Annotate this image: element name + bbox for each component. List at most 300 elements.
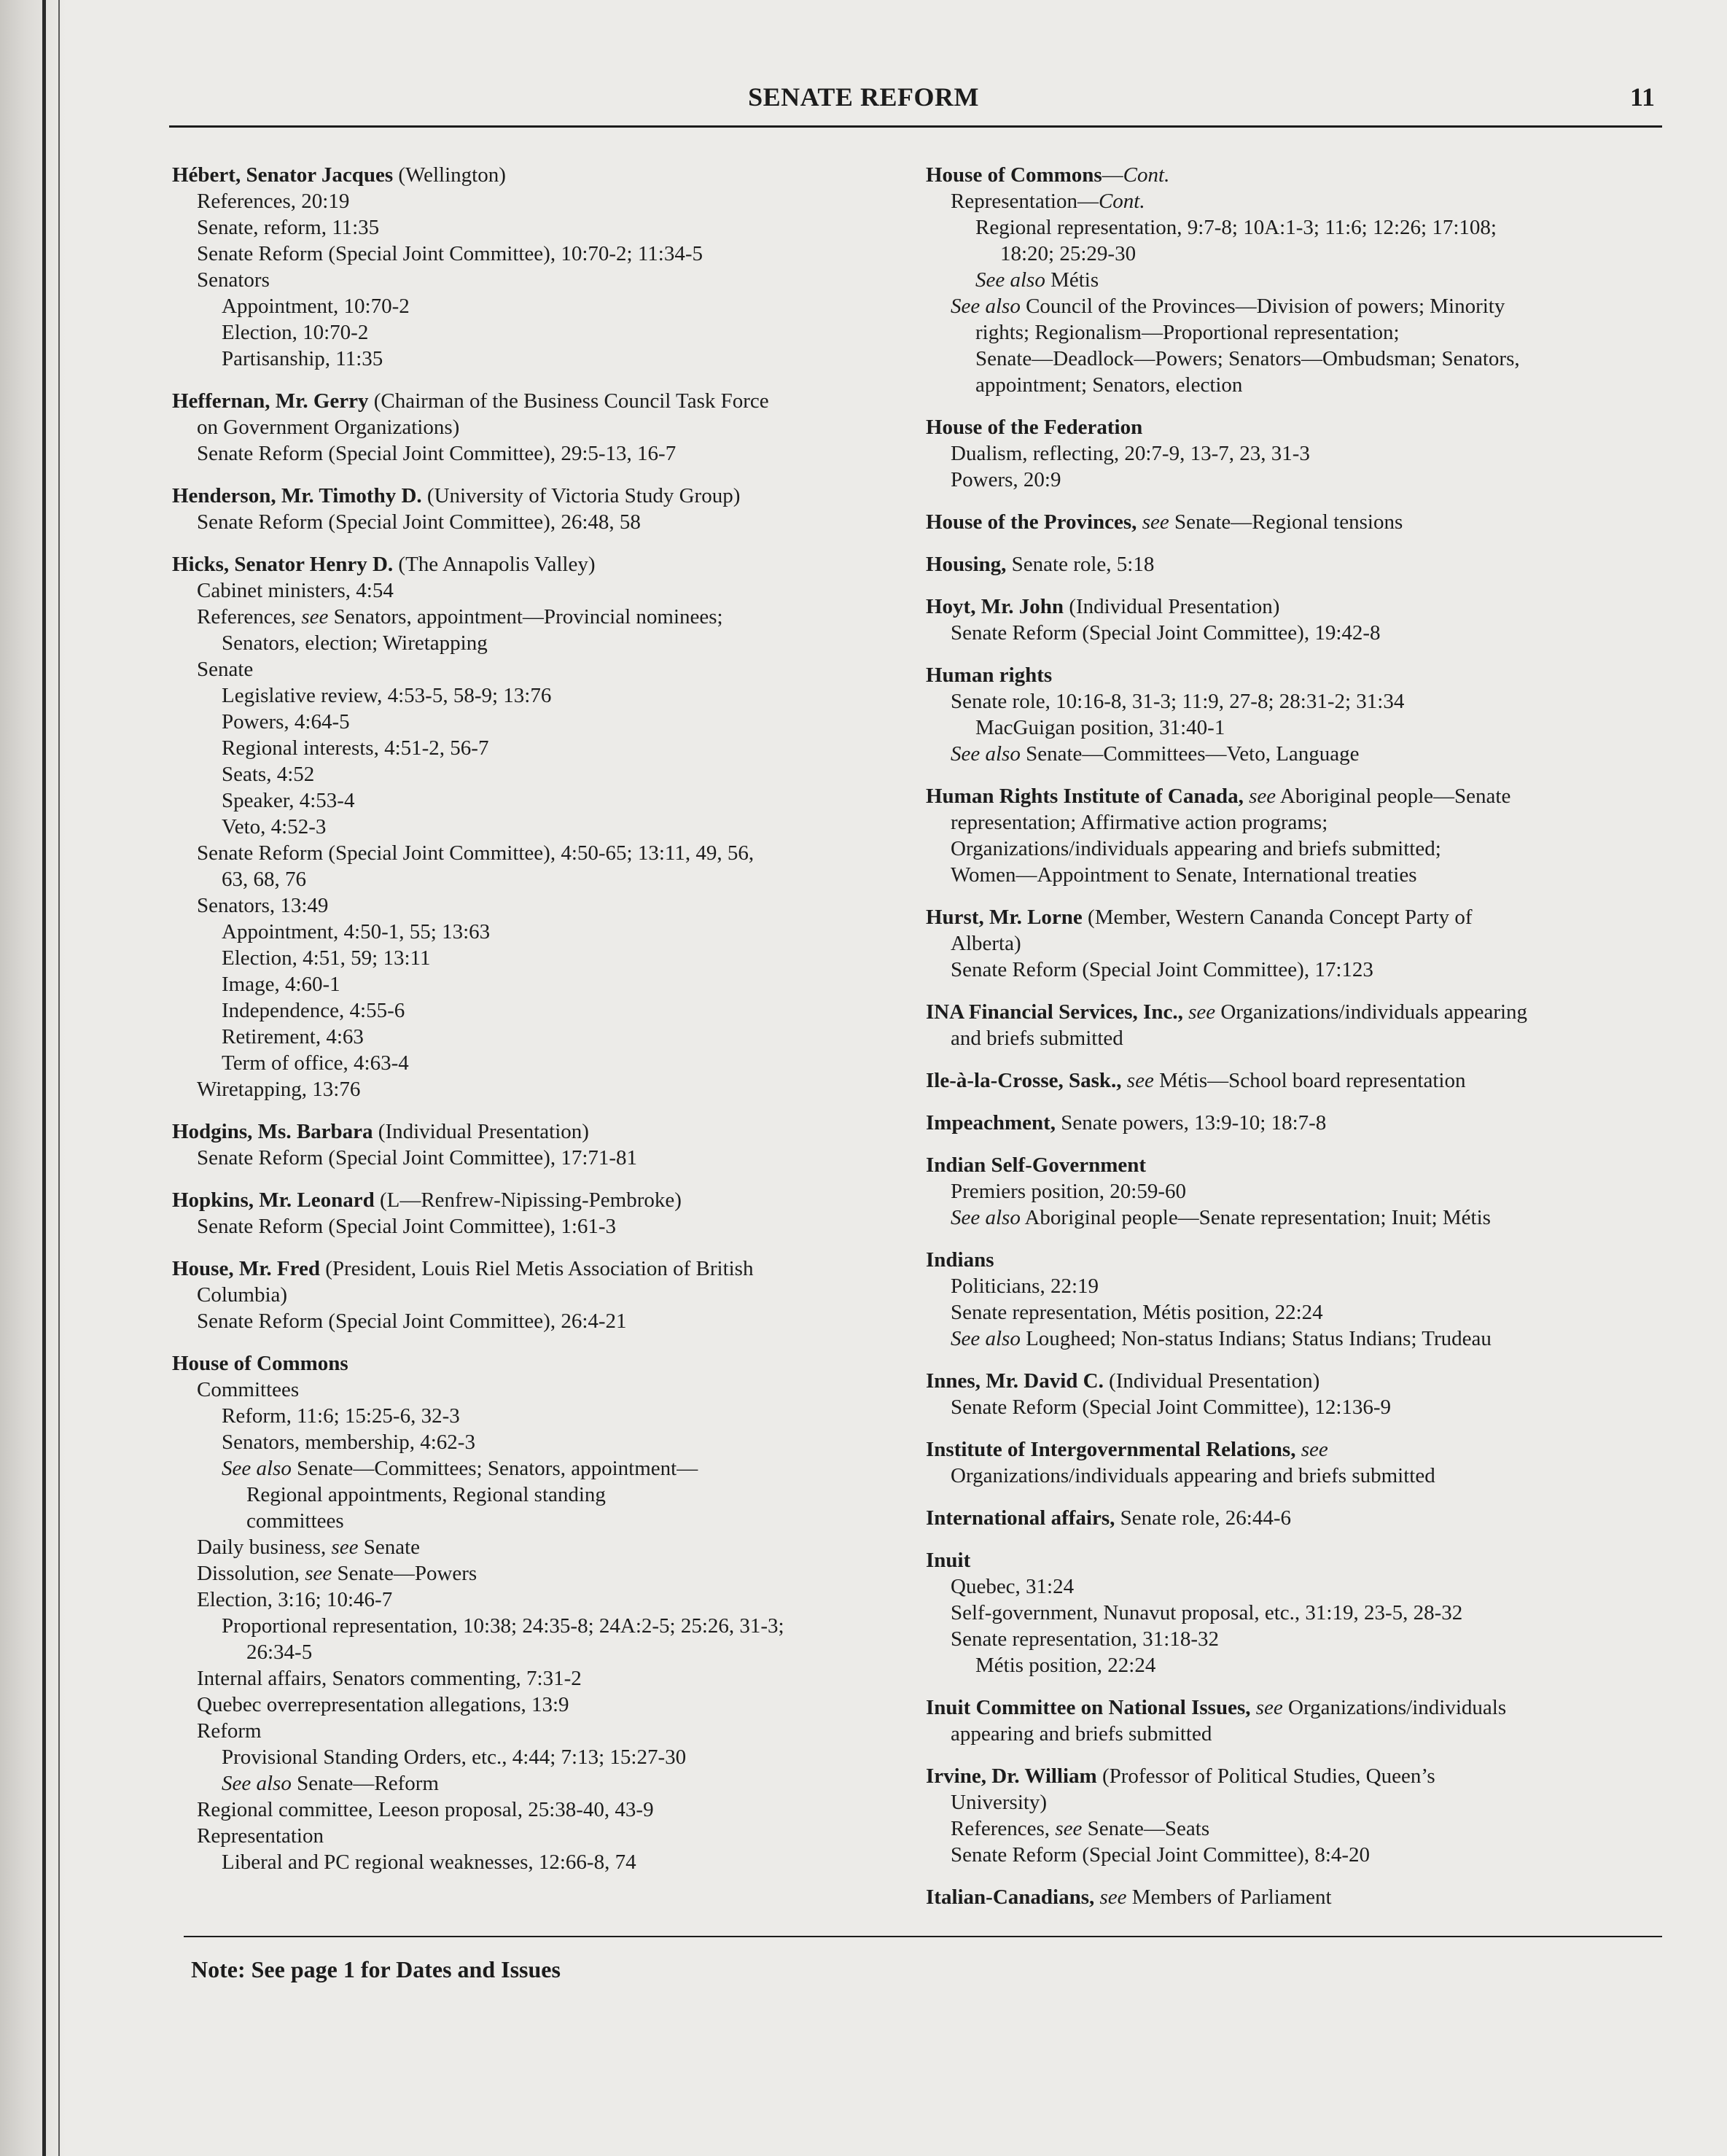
index-entry <box>926 162 1677 398</box>
entry-text: University) <box>951 1791 1048 1814</box>
index-subentry-line <box>926 319 1677 346</box>
entry-text: (Individual Presentation) <box>373 1120 589 1143</box>
index-entry <box>926 1152 1677 1231</box>
index-entry-heading-line <box>926 1067 1677 1094</box>
index-subentry-line <box>926 293 1677 319</box>
index-subentry-line <box>172 440 901 467</box>
index-entry-heading-line <box>926 1436 1677 1463</box>
index-entry <box>172 483 901 535</box>
entry-heading: International affairs, <box>926 1506 1115 1530</box>
entry-heading: Inuit <box>926 1549 971 1572</box>
entry-text: Dissolution, <box>197 1562 305 1585</box>
index-entry <box>172 1256 901 1334</box>
index-subentry-line <box>172 1587 901 1613</box>
index-subentry-line <box>926 688 1677 715</box>
entry-text: Senate—Deadlock—Powers; Senators—Ombudsman; Senators, <box>975 347 1520 370</box>
entry-text: Council of the Provinces—Division of powers; Minority <box>1020 295 1505 318</box>
index-subentry-line <box>926 372 1677 398</box>
entry-text: (The Annapolis Valley) <box>393 553 596 576</box>
cross-reference-marker: see <box>1099 1885 1127 1909</box>
index-subentry-line <box>172 1145 901 1171</box>
index-subentry-line <box>172 971 901 997</box>
cross-reference-marker: See also <box>951 742 1021 766</box>
entry-heading: INA Financial Services, Inc., <box>926 1000 1183 1024</box>
index-subentry-line <box>926 1652 1677 1678</box>
index-subentry-line <box>926 1463 1677 1489</box>
entry-text: on Government Organizations) <box>197 416 460 439</box>
index-subentry-line <box>926 715 1677 741</box>
cross-reference-marker: see <box>301 605 329 628</box>
entry-text: Métis <box>1045 268 1099 292</box>
index-entry-heading-line <box>926 551 1677 577</box>
index-subentry-line <box>926 214 1677 241</box>
entry-heading: Innes, Mr. David C. <box>926 1369 1104 1393</box>
index-subentry-line <box>172 1718 901 1744</box>
index-entry <box>926 509 1677 535</box>
index-subentry-line <box>926 1573 1677 1600</box>
entry-text: (University of Victoria Study Group) <box>421 484 741 507</box>
index-entry-heading-line <box>926 1247 1677 1273</box>
index-subentry-line <box>172 630 901 656</box>
entry-heading: Inuit Committee on National Issues, <box>926 1696 1251 1719</box>
index-subentry-line <box>172 1770 901 1797</box>
index-entry <box>172 551 901 1102</box>
index-entry <box>926 414 1677 493</box>
index-entry <box>926 1247 1677 1352</box>
entry-text: rights; Regionalism—Proportional representation; <box>975 321 1400 344</box>
index-subentry-line <box>172 1455 901 1482</box>
entry-text: Election, 4:51, 59; 13:11 <box>222 946 431 970</box>
cross-reference-marker: see <box>331 1536 359 1559</box>
footer-note: Note: See page 1 for Dates and Issues <box>191 1956 561 1982</box>
entry-heading: Human Rights Institute of Canada, <box>926 785 1244 808</box>
entry-heading: House, Mr. Fred <box>172 1257 320 1280</box>
entry-text: Senate representation, 31:18-32 <box>951 1627 1220 1651</box>
entry-text: Appointment, 4:50-1, 55; 13:63 <box>222 920 491 943</box>
index-entry-heading-line <box>926 594 1677 620</box>
index-subentry-line <box>926 1178 1677 1205</box>
index-entry-heading-line <box>926 1547 1677 1573</box>
entry-text: Regional appointments, Regional standing <box>246 1483 606 1506</box>
index-entry-heading-line <box>172 551 901 577</box>
entry-text: References, <box>197 605 302 628</box>
entry-text <box>1094 1885 1099 1909</box>
index-subentry-line <box>926 1205 1677 1231</box>
entry-text: Senate Reform (Special Joint Committee), 17:123 <box>951 958 1373 981</box>
index-subentry-line <box>172 414 901 440</box>
entry-text: Cabinet ministers, 4:54 <box>197 579 394 602</box>
entry-text: 26:34-5 <box>246 1641 313 1664</box>
index-subentry-line <box>926 1299 1677 1326</box>
index-entry <box>172 1118 901 1171</box>
index-entry <box>926 594 1677 646</box>
entry-heading: Institute of Intergovernmental Relations, <box>926 1438 1296 1461</box>
index-subentry-line <box>172 1665 901 1692</box>
entry-text: Aboriginal people—Senate <box>1276 785 1511 808</box>
entry-text: Senate—Seats <box>1082 1817 1210 1840</box>
page-title: SENATE REFORM <box>748 82 979 112</box>
index-entry-heading-line <box>926 1110 1677 1136</box>
index-entry <box>926 1110 1677 1136</box>
index-entry <box>926 1694 1677 1747</box>
index-entry <box>926 1505 1677 1531</box>
entry-text: 18:20; 25:29-30 <box>1000 242 1137 265</box>
index-subentry-line <box>926 862 1677 888</box>
index-subentry-line <box>926 1789 1677 1816</box>
entry-text: Senate Reform (Special Joint Committee), 4:50-65; 13:11, 49, 56, <box>197 841 755 865</box>
index-subentry-line <box>172 1403 901 1429</box>
index-subentry-line <box>172 1639 901 1665</box>
entry-text: Women—Appointment to Senate, International treaties <box>951 863 1417 887</box>
entry-text: Senate role, 5:18 <box>1006 553 1155 576</box>
entry-text: Representation <box>197 1824 324 1848</box>
entry-text: Quebec overrepresentation allegations, 13:9 <box>197 1693 569 1716</box>
entry-text: (President, Louis Riel Metis Association of British <box>320 1257 754 1280</box>
index-subentry-line <box>172 1744 901 1770</box>
index-subentry-line <box>172 840 901 866</box>
cross-reference-marker: See also <box>951 1327 1021 1350</box>
entry-text: appearing and briefs submitted <box>951 1722 1212 1746</box>
cross-reference-marker: Cont. <box>1123 163 1170 187</box>
entry-text: Dualism, reflecting, 20:7-9, 13-7, 23, 31-3 <box>951 442 1310 465</box>
index-subentry-line <box>172 1823 901 1849</box>
cross-reference-marker: See also <box>222 1772 292 1795</box>
index-subentry-line <box>172 604 901 630</box>
entry-text: (L—Renfrew-Nipissing-Pembroke) <box>374 1188 682 1212</box>
entry-text: Alberta) <box>951 932 1021 955</box>
entry-text: Representation— <box>951 190 1099 213</box>
index-subentry-line <box>926 1326 1677 1352</box>
entry-text: Internal affairs, Senators commenting, 7:31-2 <box>197 1667 582 1690</box>
index-subentry-line <box>926 1025 1677 1051</box>
index-entry <box>926 904 1677 983</box>
entry-text: appointment; Senators, election <box>975 373 1243 397</box>
index-subentry-line <box>926 957 1677 983</box>
entry-text: Senators, appointment—Provincial nominees; <box>328 605 723 628</box>
entry-text: Senators, election; Wiretapping <box>222 631 488 655</box>
entry-text: Senate—Powers <box>332 1562 477 1585</box>
entry-text: Politicians, 22:19 <box>951 1274 1099 1298</box>
entry-text: Senate Reform (Special Joint Committee), 19:42-8 <box>951 621 1381 645</box>
entry-heading: Hicks, Senator Henry D. <box>172 553 394 576</box>
index-entry <box>926 1884 1677 1910</box>
entry-text: Organizations/individuals appearing <box>1215 1000 1528 1024</box>
entry-text: Speaker, 4:53-4 <box>222 789 355 812</box>
entry-text: Senate Reform (Special Joint Committee), 26:48, 58 <box>197 510 641 534</box>
index-subentry-line <box>926 741 1677 767</box>
entry-text <box>1137 510 1142 534</box>
index-subentry-line <box>172 997 901 1024</box>
cross-reference-marker: see <box>1142 510 1169 534</box>
index-entry <box>926 1436 1677 1489</box>
index-subentry-line <box>172 1024 901 1050</box>
index-entry-heading-line <box>926 783 1677 809</box>
entry-text: Senate role, 10:16-8, 31-3; 11:9, 27-8; 28:31-2; 31:34 <box>951 690 1405 713</box>
entry-heading: Heffernan, Mr. Gerry <box>172 389 369 413</box>
entry-text <box>1251 1696 1256 1719</box>
index-subentry-line <box>172 814 901 840</box>
index-entry-heading-line <box>926 509 1677 535</box>
entry-text: Committees <box>197 1378 300 1401</box>
entry-text: Senators, 13:49 <box>197 894 329 917</box>
entry-text <box>1183 1000 1188 1024</box>
index-entry-heading-line <box>926 1152 1677 1178</box>
entry-text: Daily business, <box>197 1536 332 1559</box>
index-entry-heading-line <box>172 483 901 509</box>
entry-text: Proportional representation, 10:38; 24:35-8; 24A:2-5; 25:26, 31-3; <box>222 1614 784 1638</box>
entry-text: Senate, reform, 11:35 <box>197 216 380 239</box>
entry-text: representation; Affirmative action programs; <box>951 811 1328 834</box>
index-subentry-line <box>172 735 901 761</box>
entry-heading: Indian Self-Government <box>926 1153 1147 1177</box>
entry-text: Senate—Committees—Veto, Language <box>1020 742 1360 766</box>
entry-heading: House of Commons <box>926 163 1102 187</box>
index-subentry-line <box>172 1849 901 1875</box>
binding-edge-line-inner <box>58 0 60 2156</box>
entry-text: Veto, 4:52-3 <box>222 815 327 838</box>
index-column-left <box>172 162 901 1891</box>
entry-text: Election, 3:16; 10:46-7 <box>197 1588 393 1611</box>
index-entry-heading-line <box>926 1505 1677 1531</box>
index-entry <box>926 1763 1677 1868</box>
entry-heading: Italian-Canadians, <box>926 1885 1095 1909</box>
index-subentry-line <box>926 467 1677 493</box>
index-entry-heading-line <box>926 414 1677 440</box>
entry-heading: House of the Federation <box>926 416 1143 439</box>
cross-reference-marker: see <box>1249 785 1276 808</box>
entry-text: Term of office, 4:63-4 <box>222 1051 409 1075</box>
index-entry <box>926 551 1677 577</box>
entry-text: committees <box>246 1509 344 1533</box>
entry-text: Organizations/individuals appearing and briefs submitted; <box>951 837 1441 860</box>
entry-text: (Individual Presentation) <box>1064 595 1280 618</box>
entry-text: (Chairman of the Business Council Task Force <box>368 389 769 413</box>
index-entry-heading-line <box>172 1118 901 1145</box>
index-subentry-line <box>172 319 901 346</box>
index-subentry-line <box>172 1482 901 1508</box>
footer-rule <box>184 1936 1662 1937</box>
index-subentry-line <box>172 919 901 945</box>
entry-text: Regional representation, 9:7-8; 10A:1-3; 11:6; 12:26; 17:108; <box>975 216 1497 239</box>
entry-text: Regional interests, 4:51-2, 56-7 <box>222 736 489 760</box>
binding-edge-line <box>42 0 46 2156</box>
index-subentry-line <box>172 1534 901 1560</box>
entry-text <box>1122 1069 1127 1092</box>
cross-reference-marker: See also <box>222 1457 292 1480</box>
entry-text: 63, 68, 76 <box>222 868 306 891</box>
entry-text: Senate Reform (Special Joint Committee), 8:4-20 <box>951 1843 1371 1867</box>
entry-text: Retirement, 4:63 <box>222 1025 364 1048</box>
index-subentry-line <box>926 241 1677 267</box>
entry-text: Organizations/individuals appearing and briefs submitted <box>951 1464 1435 1487</box>
index-entry-heading-line <box>172 1187 901 1213</box>
entry-text: Columbia) <box>197 1283 288 1307</box>
entry-text: Partisanship, 11:35 <box>222 347 383 370</box>
index-subentry-line <box>926 1626 1677 1652</box>
entry-heading: Human rights <box>926 663 1053 687</box>
index-entry-heading-line <box>926 1694 1677 1721</box>
entry-heading: Ile-à-la-Crosse, Sask., <box>926 1069 1122 1092</box>
cross-reference-marker: see <box>1055 1817 1083 1840</box>
index-subentry-line <box>926 188 1677 214</box>
index-subentry-line <box>926 1842 1677 1868</box>
entry-text: Senators <box>197 268 270 292</box>
entry-heading: Hopkins, Mr. Leonard <box>172 1188 375 1212</box>
entry-text: — <box>1102 163 1123 187</box>
entry-text: Members of Parliament <box>1126 1885 1332 1909</box>
index-subentry-line <box>172 214 901 241</box>
entry-text: Appointment, 10:70-2 <box>222 295 410 318</box>
index-subentry-line <box>926 930 1677 957</box>
entry-text: Senate representation, Métis position, 22:24 <box>951 1301 1323 1324</box>
index-subentry-line <box>172 787 901 814</box>
index-subentry-line <box>172 1050 901 1076</box>
index-subentry-line <box>172 1076 901 1102</box>
index-subentry-line <box>926 1816 1677 1842</box>
index-subentry-line <box>172 656 901 682</box>
index-subentry-line <box>172 188 901 214</box>
entry-text: Premiers position, 20:59-60 <box>951 1180 1187 1203</box>
entry-heading: Hodgins, Ms. Barbara <box>172 1120 373 1143</box>
index-subentry-line <box>926 1273 1677 1299</box>
entry-text: (Member, Western Cananda Concept Party of <box>1082 906 1473 929</box>
entry-text: Senate <box>358 1536 421 1559</box>
cross-reference-marker: see <box>1255 1696 1283 1719</box>
entry-heading: Irvine, Dr. William <box>926 1764 1097 1788</box>
index-subentry-line <box>926 1394 1677 1420</box>
entry-text: References, 20:19 <box>197 190 350 213</box>
index-subentry-line <box>172 866 901 892</box>
entry-text: Senate powers, 13:9-10; 18:7-8 <box>1056 1111 1327 1135</box>
page-number: 11 <box>1629 82 1655 112</box>
index-entry-heading-line <box>926 1884 1677 1910</box>
entry-text: (Wellington) <box>393 163 506 187</box>
index-entry <box>926 1368 1677 1420</box>
entry-text: Senate Reform (Special Joint Committee), 29:5-13, 16-7 <box>197 442 677 465</box>
index-entry-heading-line <box>926 999 1677 1025</box>
index-subentry-line <box>172 577 901 604</box>
index-entry <box>172 162 901 372</box>
index-subentry-line <box>926 1721 1677 1747</box>
index-subentry-line <box>926 836 1677 862</box>
entry-text: Senate <box>197 658 254 681</box>
index-subentry-line <box>172 1429 901 1455</box>
index-subentry-line <box>172 293 901 319</box>
entry-text: Powers, 4:64-5 <box>222 710 350 733</box>
entry-heading: House of Commons <box>172 1352 348 1375</box>
index-entry-heading-line <box>172 1256 901 1282</box>
entry-text: Reform, 11:6; 15:25-6, 32-3 <box>222 1404 460 1428</box>
index-column-right <box>926 162 1677 1926</box>
entry-text: Election, 10:70-2 <box>222 321 369 344</box>
entry-text: Self-government, Nunavut proposal, etc., 31:19, 23-5, 28-32 <box>951 1601 1463 1624</box>
entry-text: Senate—Reform <box>291 1772 439 1795</box>
index-entry <box>926 999 1677 1051</box>
entry-text: Aboriginal people—Senate representation; Inuit; Métis <box>1020 1206 1491 1229</box>
entry-heading: Henderson, Mr. Timothy D. <box>172 484 422 507</box>
index-subentry-line <box>172 761 901 787</box>
index-entry <box>926 783 1677 888</box>
index-subentry-line <box>172 1308 901 1334</box>
index-entry <box>172 388 901 467</box>
index-subentry-line <box>172 1508 901 1534</box>
index-entry-heading-line <box>172 162 901 188</box>
index-subentry-line <box>172 1692 901 1718</box>
entry-heading: Hébert, Senator Jacques <box>172 163 394 187</box>
header-rule <box>169 125 1662 128</box>
entry-text: Lougheed; Non-status Indians; Status Indians; Trudeau <box>1020 1327 1492 1350</box>
entry-heading: House of the Provinces, <box>926 510 1137 534</box>
index-subentry-line <box>172 346 901 372</box>
cross-reference-marker: see <box>1188 1000 1216 1024</box>
index-subentry-line <box>172 892 901 919</box>
entry-text: References, <box>951 1817 1056 1840</box>
index-entry <box>172 1350 901 1875</box>
entry-text: Métis position, 22:24 <box>975 1654 1156 1677</box>
entry-text: (Individual Presentation) <box>1103 1369 1320 1393</box>
index-subentry-line <box>172 1613 901 1639</box>
index-subentry-line <box>172 1560 901 1587</box>
entry-heading: Hurst, Mr. Lorne <box>926 906 1083 929</box>
index-entry-heading-line <box>926 162 1677 188</box>
index-subentry-line <box>926 620 1677 646</box>
index-entry-heading-line <box>926 1368 1677 1394</box>
entry-heading: Housing, <box>926 553 1007 576</box>
entry-text: and briefs submitted <box>951 1027 1123 1050</box>
cross-reference-marker: See also <box>951 1206 1021 1229</box>
entry-text: Wiretapping, 13:76 <box>197 1078 361 1101</box>
entry-text <box>1295 1438 1301 1461</box>
index-subentry-line <box>172 241 901 267</box>
index-subentry-line <box>172 267 901 293</box>
index-entry-heading-line <box>926 662 1677 688</box>
index-entry <box>172 1187 901 1239</box>
index-subentry-line <box>172 509 901 535</box>
cross-reference-marker: Cont. <box>1098 190 1145 213</box>
index-subentry-line <box>926 267 1677 293</box>
cross-reference-marker: see <box>1301 1438 1328 1461</box>
index-subentry-line <box>172 709 901 735</box>
entry-text: Senate Reform (Special Joint Committee), 12:136-9 <box>951 1396 1392 1419</box>
index-subentry-line <box>172 1213 901 1239</box>
index-entry-heading-line <box>172 1350 901 1377</box>
index-subentry-line <box>926 440 1677 467</box>
index-entry <box>926 1067 1677 1094</box>
page-binding-shadow <box>0 0 66 2156</box>
entry-text: Independence, 4:55-6 <box>222 999 405 1022</box>
index-subentry-line <box>926 809 1677 836</box>
entry-text: Senate Reform (Special Joint Committee), 26:4-21 <box>197 1309 627 1333</box>
entry-text: Senators, membership, 4:62-3 <box>222 1431 475 1454</box>
index-subentry-line <box>172 1282 901 1308</box>
entry-text: Seats, 4:52 <box>222 763 315 786</box>
index-subentry-line <box>172 1377 901 1403</box>
entry-text: MacGuigan position, 31:40-1 <box>975 716 1225 739</box>
index-subentry-line <box>172 682 901 709</box>
index-entry-heading-line <box>172 388 901 414</box>
entry-text: Organizations/individuals <box>1282 1696 1507 1719</box>
entry-heading: Impeachment, <box>926 1111 1056 1135</box>
entry-heading: Indians <box>926 1248 994 1272</box>
entry-text: Senate Reform (Special Joint Committee), 1:61-3 <box>197 1215 617 1238</box>
entry-text: Senate Reform (Special Joint Committee), 10:70-2; 11:34-5 <box>197 242 703 265</box>
index-entry <box>926 1547 1677 1678</box>
index-subentry-line <box>172 1797 901 1823</box>
entry-text: Liberal and PC regional weaknesses, 12:66-8, 74 <box>222 1850 636 1874</box>
entry-text: Quebec, 31:24 <box>951 1575 1075 1598</box>
entry-text: Senate—Regional tensions <box>1169 510 1403 534</box>
entry-text: Senate—Committees; Senators, appointment— <box>291 1457 698 1480</box>
